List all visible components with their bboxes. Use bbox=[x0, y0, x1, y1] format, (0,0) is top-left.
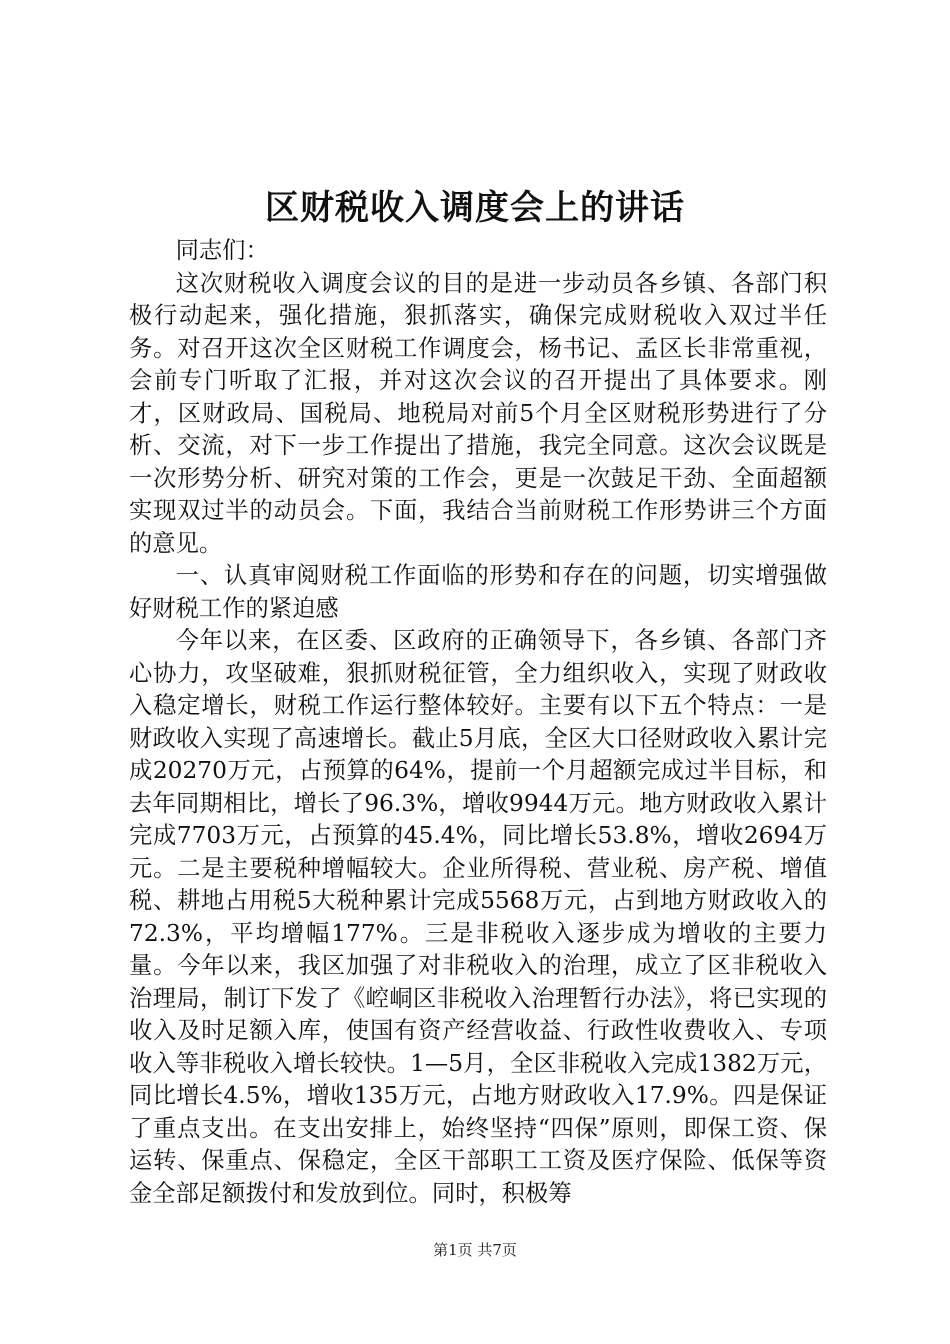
section-heading-1: 一、认真审阅财税工作面临的形势和存在的问题，切实增强做好财税工作的紧迫感 bbox=[129, 562, 827, 622]
document-body bbox=[129, 235, 827, 1210]
salutation-paragraph: 同志们： bbox=[175, 237, 269, 264]
intro-paragraph: 这次财税收入调度会议的目的是进一步动员各乡镇、各部门积极行动起来，强化措施，狠抓落实，确保完成财税收入双过半任务。对召开这次全区财税工作调度会，杨书记、孟区长非常重视，会前专门听取了汇报，并对这次会议的召开提出了具体要求。刚才，区财政局、国税局、地税局对前5个月全区财税形势进行了分析、交流，对下一步工作提出了措施，我完全同意。这次会议既是一次形势分析、研究对策的工作会，更是一次鼓足干劲、全面超额实现双过半的动员会。下面，我结合当前财税工作形势讲三个方面的意见。 bbox=[129, 269, 827, 557]
page-number-footer: 第1页 共7页 bbox=[433, 1241, 517, 1259]
situation-paragraph: 今年以来，在区委、区政府的正确领导下，各乡镇、各部门齐心协力，攻坚破难，狠抓财税征管，全力组织收入，实现了财政收入稳定增长，财税工作运行整体较好。主要有以下五个特点：一是财政收入实现了高速增长。截止5月底，全区大口径财政收入累计完成20270万元，占预算的64%，提前一个月超额完成过半目标，和去年同期相比，增长了96.3%，增收9944万元。地方财政收入累计完成7703万元，占预算的45.4%，同比增长53.8%，增收2694万元。二是主要税种增幅较大。企业所得税、营业税、房产税、增值税、耕地占用税5大税种累计完成5568万元，占到地方财政收入的72.3%，平均增幅177%。三是非税收入逐步成为增收的主要力量。今年以来，我区加强了对非税收入的治理，成立了区非税收入治理局，制订下发了《崆峒区非税收入治理暂行办法》，将已实现的收入及时足额入库，使国有资产经营收益、行政性收费收入、专项收入等非税收入增长较快。1—5月，全区非税收入完成1382万元，同比增长4.5%，增收135万元，占地方财政收入17.9%。四是保证了重点支出。在支出安排上，始终坚持“四保”原则，即保工资、保运转、保重点、保稳定，全区干部职工工资及医疗保险、低保等资金全部足额拨付和发放到位。同时，积极筹 bbox=[129, 627, 827, 1207]
document-title: 区财税收入调度会上的讲话 bbox=[265, 188, 685, 228]
